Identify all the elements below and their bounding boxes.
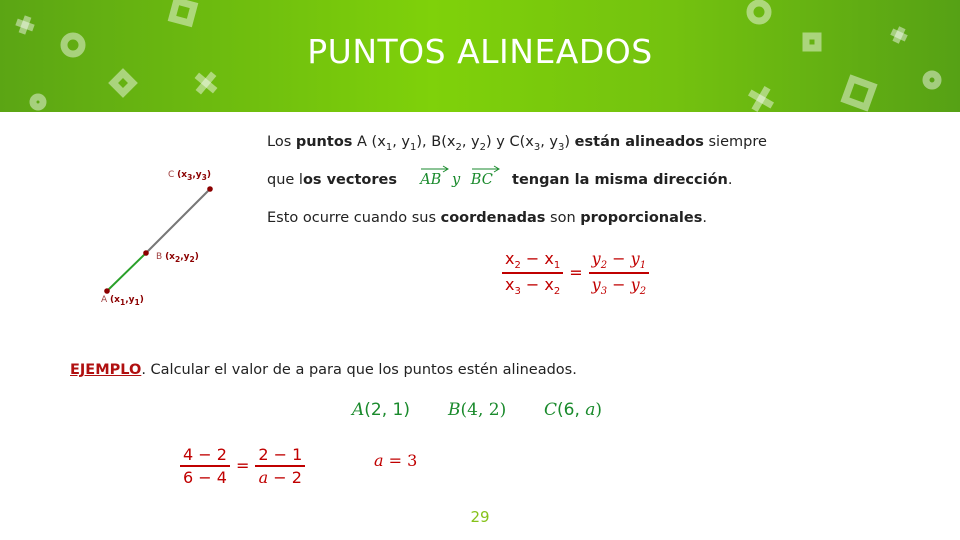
- example-right-fraction: $\frac{2 - 1}{a - 2}$: [255, 444, 305, 488]
- circle-icon: [926, 74, 938, 86]
- example-point-b: B(4, 2): [448, 400, 507, 420]
- arrow-right-icon: [471, 165, 501, 173]
- vector-conjunction: y: [451, 172, 461, 188]
- example-point-a: A(2, 1): [352, 400, 410, 420]
- y-ratio-fraction: $\frac{y_2 - y_1}{y_3 - y_2}$: [589, 248, 649, 298]
- example-point-c: C(6, a): [544, 400, 603, 420]
- segment-ab: [107, 253, 146, 291]
- circle-icon: [750, 3, 768, 21]
- vector-bc: BC: [471, 172, 493, 188]
- slide-header: [0, 0, 960, 112]
- square-icon: [172, 1, 194, 23]
- x-ratio-fraction: $\frac{x_2 - x_1}{x_3 - x_2}$: [502, 248, 563, 298]
- intro-line-2: que los vectores AB y BC tengan la misma dirección.: [267, 172, 732, 188]
- example-equation: [180, 444, 305, 488]
- cross-icon: [743, 81, 779, 112]
- intro-line-1: Los puntos A ($x_1$, $y_1$), $B(x_2$, $y_2$) y $C(x_3$, $y_3$) están alineados siempre: [267, 134, 767, 153]
- cross-icon: [189, 66, 223, 100]
- example-label: EJEMPLO: [70, 362, 142, 378]
- point-a-label: A $(x_1,y_1)$: [101, 295, 144, 307]
- page-number: 29: [470, 508, 490, 526]
- example-text: . Calcular el valor de a para que los puntos estén alineados.: [141, 362, 577, 378]
- intro-line-3: Esto ocurre cuando sus coordenadas son proporcionales.: [267, 210, 707, 226]
- collinear-points-diagram: [95, 165, 235, 319]
- example-answer: a = 3: [374, 451, 418, 470]
- square-icon: [845, 79, 873, 107]
- square-icon: [113, 73, 133, 93]
- vector-ab: AB: [420, 172, 441, 188]
- proportionality-formula: [502, 248, 649, 298]
- point-c-dot: [207, 186, 213, 192]
- equals-sign: =: [569, 263, 583, 283]
- point-a-dot: [104, 288, 110, 294]
- example-statement: [70, 362, 577, 378]
- arrow-right-icon: [420, 165, 450, 173]
- circle-icon: [33, 97, 43, 107]
- point-c-label: C $(x_3,y_3)$: [168, 170, 211, 182]
- equals-sign: =: [235, 456, 250, 476]
- slide-title: PUNTOS ALINEADOS: [307, 32, 653, 71]
- point-b-label: B $(x_2,y_2)$: [156, 252, 199, 264]
- segment-bc: [146, 189, 210, 253]
- example-left-fraction: $\frac{4 - 2}{6 - 4}$: [180, 444, 230, 488]
- point-b-dot: [143, 250, 149, 256]
